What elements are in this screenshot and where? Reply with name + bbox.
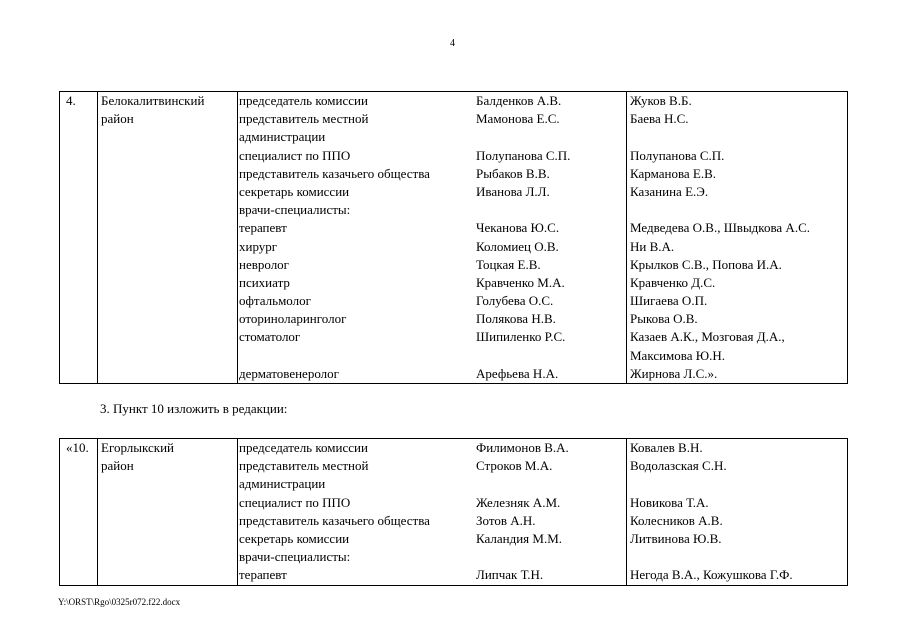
district-cell [98, 439, 238, 586]
cell-line: Шипиленко Р.С. [476, 329, 566, 345]
cell-line: Коломиец О.В. [476, 238, 559, 254]
cell-line: Белокалитвинский [101, 93, 205, 108]
cell-line: Карманова Е.В. [630, 165, 717, 181]
cell-line: Полякова Н.В. [476, 311, 556, 327]
cell-line: Полупанова С.П. [476, 147, 571, 163]
file-path-footer: Y:\ORST\Rgo\0325r072.f22.docx [58, 597, 181, 607]
cell-line: Мамонова Е.С. [476, 111, 560, 127]
main-members-cell [475, 92, 627, 384]
cell-line: Железняк А.М. [476, 494, 561, 510]
cell-line: Липчак Т.Н. [476, 567, 544, 583]
row-number-cell [60, 92, 98, 384]
cell-line: Голубева О.С. [476, 293, 554, 309]
cell-line: секретарь комиссии [239, 183, 350, 199]
cell-line: Максимова Ю.Н. [630, 347, 726, 363]
cell-line: офтальмолог [239, 293, 311, 309]
cell-line: Баева Н.С. [630, 111, 689, 127]
cell-line [476, 347, 626, 365]
cell-line [476, 128, 626, 146]
roles-cell [238, 439, 476, 586]
cell-line: оториноларинголог [239, 311, 347, 327]
cell-line: Литвинова Ю.В. [630, 530, 722, 546]
cell-line: терапевт [239, 567, 287, 583]
table-row [60, 439, 848, 586]
cell-line: Казанина Е.Э. [630, 183, 709, 199]
main-members-cell [475, 439, 627, 586]
cell-line: невролог [239, 256, 290, 272]
cell-line: Строков М.А. [476, 458, 553, 474]
cell-line: Рыбаков В.В. [476, 165, 550, 181]
cell-line: район [101, 111, 134, 127]
table-row [60, 92, 848, 384]
cell-line: Крылков С.В., Попова И.А. [630, 256, 782, 272]
cell-line: Казаев А.К., Мозговая Д.А., [630, 329, 785, 345]
cell-line: врачи-специалисты: [239, 202, 351, 218]
cell-line: Балденков А.В. [476, 93, 562, 108]
cell-line: Чеканова Ю.С. [476, 220, 560, 236]
cell-line [630, 128, 847, 146]
cell-line: Каландия М.М. [476, 530, 563, 546]
cell-line: представитель казачьего общества [239, 512, 430, 528]
cell-line: Кравченко Д.С. [630, 274, 716, 290]
cell-line [239, 347, 475, 365]
cell-line: Жуков В.Б. [630, 93, 692, 108]
cell-line: Тоцкая Е.В. [476, 256, 541, 272]
cell-line: представитель местной [239, 111, 369, 127]
cell-line: Новикова Т.А. [630, 494, 709, 510]
cell-line: Зотов А.Н. [476, 512, 536, 528]
district-cell [98, 92, 238, 384]
cell-line: «10. [66, 440, 89, 455]
cell-line: район [101, 458, 134, 474]
cell-line: представитель казачьего общества [239, 165, 430, 181]
cell-line: администрации [239, 129, 326, 145]
cell-line: дерматовенеролог [239, 365, 339, 381]
cell-line: Медведева О.В., Швыдкова А.С. [630, 220, 810, 236]
page-number: 4 [450, 38, 455, 49]
cell-line [630, 475, 847, 493]
cell-line: Жирнова Л.С.». [630, 365, 718, 381]
cell-line [630, 548, 847, 566]
amendment-paragraph: 3. Пункт 10 изложить в редакции: [100, 401, 288, 416]
reserve-members-cell [627, 92, 848, 384]
roles-cell [238, 92, 476, 384]
commission-table-2 [59, 438, 848, 586]
cell-line: Ни В.А. [630, 238, 675, 254]
cell-line: врачи-специалисты: [239, 549, 351, 565]
cell-line [476, 201, 626, 219]
cell-line: председатель комиссии [239, 440, 368, 455]
cell-line: 4. [66, 93, 76, 108]
commission-table-1 [59, 91, 848, 384]
row-number-cell [60, 439, 98, 586]
cell-line: Кравченко М.А. [476, 274, 565, 290]
cell-line: психиатр [239, 274, 290, 290]
cell-line [476, 475, 626, 493]
cell-line: специалист по ППО [239, 494, 351, 510]
cell-line: администрации [239, 476, 326, 492]
cell-line: Иванова Л.Л. [476, 183, 550, 199]
cell-line [630, 201, 847, 219]
cell-line: представитель местной [239, 458, 369, 474]
cell-line: Полупанова С.П. [630, 147, 725, 163]
cell-line: Водолазская С.Н. [630, 458, 727, 474]
cell-line: терапевт [239, 220, 287, 236]
cell-line: специалист по ППО [239, 147, 351, 163]
reserve-members-cell [627, 439, 848, 586]
cell-line: Ковалев В.Н. [630, 440, 703, 455]
cell-line: секретарь комиссии [239, 530, 350, 546]
cell-line: Рыкова О.В. [630, 311, 698, 327]
cell-line: Шигаева О.П. [630, 293, 708, 309]
cell-line: Егорлыкский [101, 440, 174, 455]
cell-line: председатель комиссии [239, 93, 368, 108]
cell-line: хирург [239, 238, 278, 254]
cell-line: Негода В.А., Кожушкова Г.Ф. [630, 567, 793, 583]
cell-line: стоматолог [239, 329, 301, 345]
cell-line: Колесников А.В. [630, 512, 723, 528]
cell-line: Филимонов В.А. [476, 440, 569, 455]
cell-line [476, 548, 626, 566]
cell-line: Арефьева Н.А. [476, 365, 559, 381]
